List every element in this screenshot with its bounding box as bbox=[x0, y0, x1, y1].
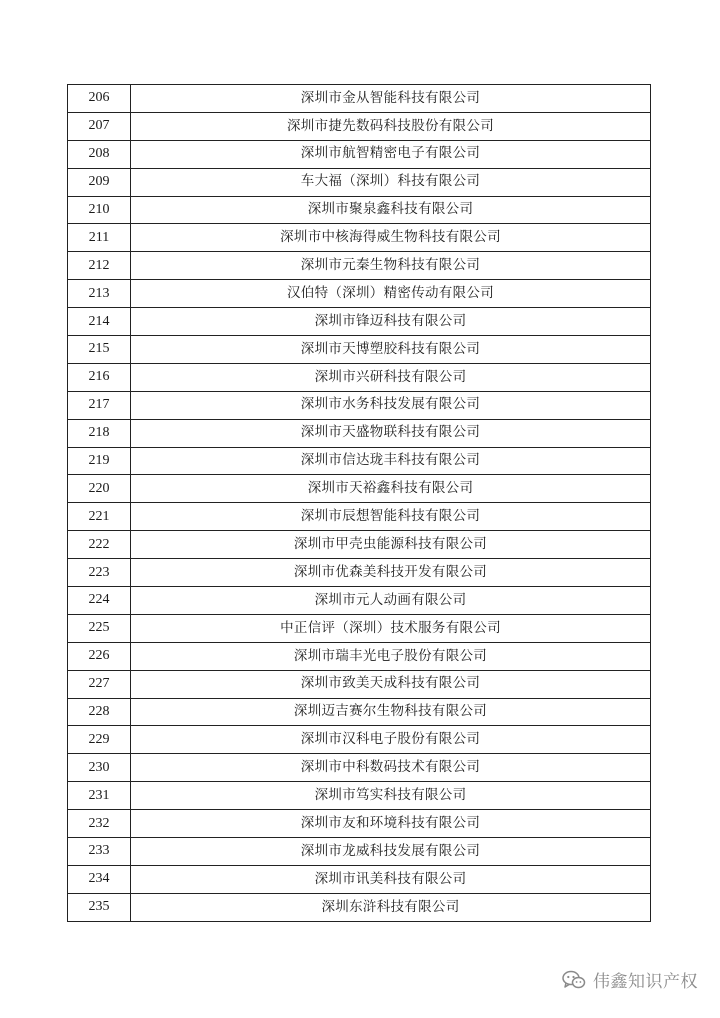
table-row bbox=[68, 391, 651, 419]
table-body bbox=[68, 85, 651, 922]
row-number: 208 bbox=[68, 140, 131, 168]
table-row bbox=[68, 726, 651, 754]
table-row bbox=[68, 85, 651, 113]
row-number: 211 bbox=[68, 224, 131, 252]
company-name: 深圳市笃实科技有限公司 bbox=[131, 782, 651, 810]
table-row bbox=[68, 531, 651, 559]
row-number: 227 bbox=[68, 670, 131, 698]
table-row bbox=[68, 112, 651, 140]
row-number: 222 bbox=[68, 531, 131, 559]
company-name: 深圳市水务科技发展有限公司 bbox=[131, 391, 651, 419]
company-name: 深圳市辰想智能科技有限公司 bbox=[131, 503, 651, 531]
company-name: 深圳市信达珑丰科技有限公司 bbox=[131, 447, 651, 475]
table-row bbox=[68, 252, 651, 280]
row-number: 228 bbox=[68, 698, 131, 726]
table-row bbox=[68, 559, 651, 587]
table-row bbox=[68, 280, 651, 308]
company-name: 深圳市元秦生物科技有限公司 bbox=[131, 252, 651, 280]
company-name: 深圳市天博塑胶科技有限公司 bbox=[131, 336, 651, 364]
table-row bbox=[68, 670, 651, 698]
table-row bbox=[68, 196, 651, 224]
table-row bbox=[68, 865, 651, 893]
row-number: 229 bbox=[68, 726, 131, 754]
table-row bbox=[68, 308, 651, 336]
row-number: 212 bbox=[68, 252, 131, 280]
company-name: 深圳市航智精密电子有限公司 bbox=[131, 140, 651, 168]
table-row bbox=[68, 419, 651, 447]
row-number: 233 bbox=[68, 838, 131, 866]
company-name: 深圳市龙威科技发展有限公司 bbox=[131, 838, 651, 866]
company-name: 深圳市锋迈科技有限公司 bbox=[131, 308, 651, 336]
company-name: 深圳市兴研科技有限公司 bbox=[131, 363, 651, 391]
company-name: 深圳市天盛物联科技有限公司 bbox=[131, 419, 651, 447]
row-number: 206 bbox=[68, 85, 131, 113]
table-row bbox=[68, 475, 651, 503]
company-name: 深圳市天裕鑫科技有限公司 bbox=[131, 475, 651, 503]
row-number: 210 bbox=[68, 196, 131, 224]
company-name: 深圳市汉科电子股份有限公司 bbox=[131, 726, 651, 754]
row-number: 209 bbox=[68, 168, 131, 196]
company-name: 深圳市聚泉鑫科技有限公司 bbox=[131, 196, 651, 224]
company-name: 车大福（深圳）科技有限公司 bbox=[131, 168, 651, 196]
watermark bbox=[562, 967, 698, 992]
row-number: 224 bbox=[68, 587, 131, 615]
company-name: 汉伯特（深圳）精密传动有限公司 bbox=[131, 280, 651, 308]
table-row bbox=[68, 782, 651, 810]
table-row bbox=[68, 168, 651, 196]
table-row bbox=[68, 614, 651, 642]
row-number: 225 bbox=[68, 614, 131, 642]
company-name: 深圳市中科数码技术有限公司 bbox=[131, 754, 651, 782]
table-row bbox=[68, 503, 651, 531]
table-row bbox=[68, 838, 651, 866]
row-number: 207 bbox=[68, 112, 131, 140]
row-number: 215 bbox=[68, 336, 131, 364]
table-row bbox=[68, 810, 651, 838]
table-row bbox=[68, 336, 651, 364]
company-name: 深圳市甲壳虫能源科技有限公司 bbox=[131, 531, 651, 559]
row-number: 223 bbox=[68, 559, 131, 587]
company-name: 深圳迈吉赛尔生物科技有限公司 bbox=[131, 698, 651, 726]
company-name: 深圳市捷先数码科技股份有限公司 bbox=[131, 112, 651, 140]
row-number: 232 bbox=[68, 810, 131, 838]
table-row bbox=[68, 587, 651, 615]
row-number: 226 bbox=[68, 642, 131, 670]
table-row bbox=[68, 754, 651, 782]
table-row bbox=[68, 224, 651, 252]
table-row bbox=[68, 642, 651, 670]
company-name: 深圳市致美天成科技有限公司 bbox=[131, 670, 651, 698]
row-number: 231 bbox=[68, 782, 131, 810]
company-name: 深圳市金从智能科技有限公司 bbox=[131, 85, 651, 113]
row-number: 220 bbox=[68, 475, 131, 503]
row-number: 234 bbox=[68, 865, 131, 893]
table-row bbox=[68, 363, 651, 391]
company-list-table bbox=[67, 84, 651, 922]
watermark-text: 伟鑫知识产权 bbox=[593, 972, 698, 992]
wechat-icon bbox=[562, 970, 586, 990]
table-row bbox=[68, 698, 651, 726]
row-number: 216 bbox=[68, 363, 131, 391]
row-number: 219 bbox=[68, 447, 131, 475]
company-name: 深圳市优森美科技开发有限公司 bbox=[131, 559, 651, 587]
row-number: 213 bbox=[68, 280, 131, 308]
row-number: 214 bbox=[68, 308, 131, 336]
row-number: 230 bbox=[68, 754, 131, 782]
row-number: 217 bbox=[68, 391, 131, 419]
table-row bbox=[68, 893, 651, 921]
company-name: 深圳市元人动画有限公司 bbox=[131, 587, 651, 615]
row-number: 218 bbox=[68, 419, 131, 447]
table-row bbox=[68, 447, 651, 475]
company-name: 深圳东浒科技有限公司 bbox=[131, 893, 651, 921]
row-number: 221 bbox=[68, 503, 131, 531]
company-name: 深圳市讯美科技有限公司 bbox=[131, 865, 651, 893]
company-name: 深圳市中核海得威生物科技有限公司 bbox=[131, 224, 651, 252]
row-number: 235 bbox=[68, 893, 131, 921]
table-row bbox=[68, 140, 651, 168]
company-name: 深圳市友和环境科技有限公司 bbox=[131, 810, 651, 838]
company-name: 中正信评（深圳）技术服务有限公司 bbox=[131, 614, 651, 642]
company-name: 深圳市瑞丰光电子股份有限公司 bbox=[131, 642, 651, 670]
